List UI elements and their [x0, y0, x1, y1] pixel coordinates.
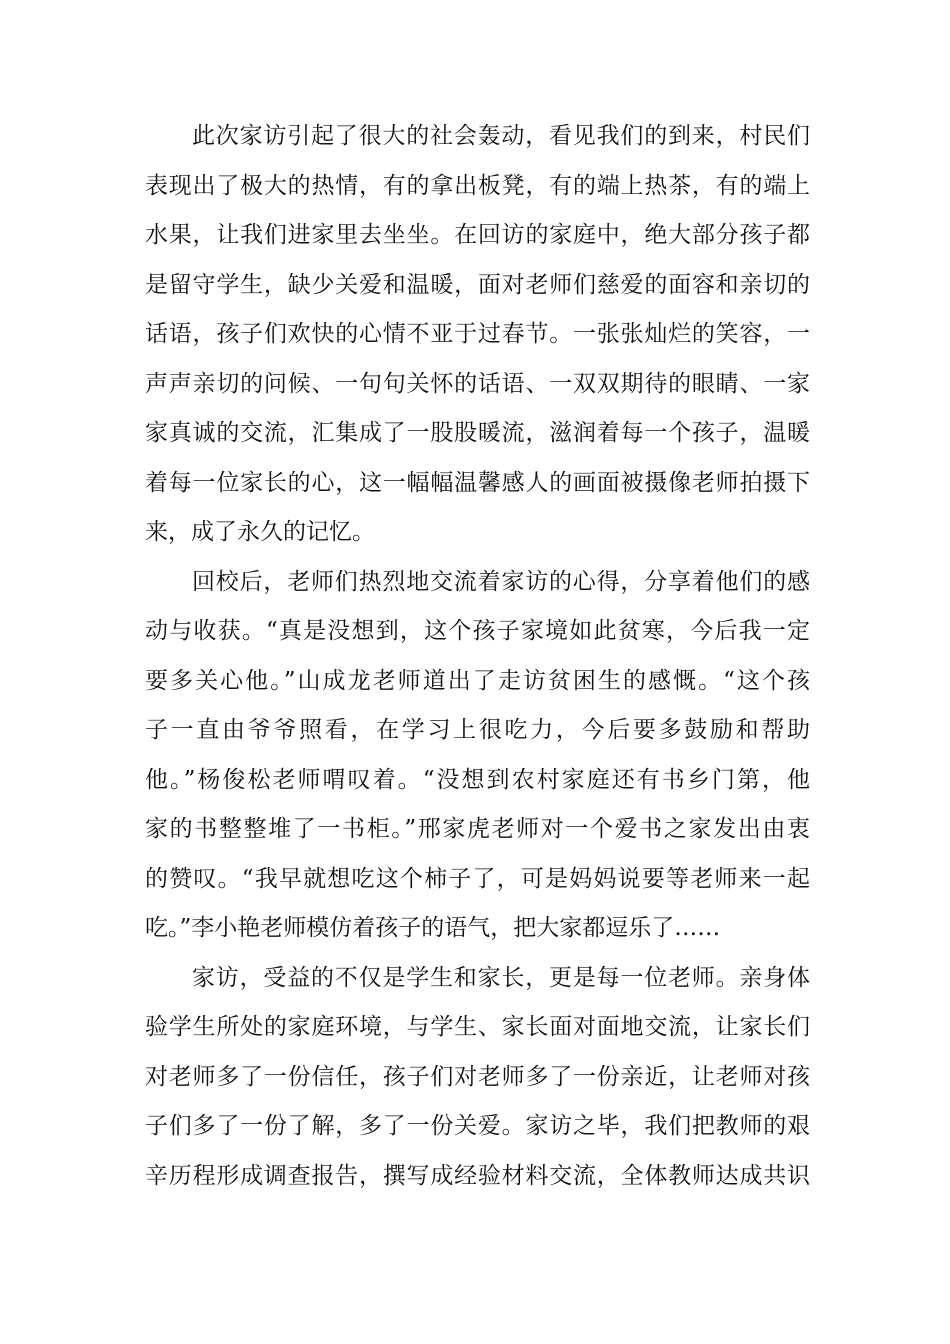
text-line: 子们多了一份了解，多了一份关爱。家访之毕，我们把教师的艰 [145, 1113, 810, 1139]
text-line: 话语，孩子们欢快的心情不亚于过春节。一张张灿烂的笑容，一 [145, 321, 810, 347]
text-line: 表现出了极大的热情，有的拿出板凳，有的端上热茶，有的端上 [145, 172, 810, 199]
text-line: 吃。”李小艳老师模仿着孩子的语气，把大家都逗乐了…… [145, 915, 721, 941]
text-line: 水果，让我们进家里去坐坐。在回访的家庭中，绝大部分孩子都 [145, 222, 810, 248]
text-line: 对老师多了一份信任，孩子们对老师多了一份亲近，让老师对孩 [145, 1063, 810, 1090]
body-text [145, 112, 810, 1201]
text-line: 此次家访引起了很大的社会轰动，看见我们的到来，村民们 [192, 123, 810, 149]
text-line: 动与收获。“真是没想到，这个孩子家境如此贫寒，今后我一定 [145, 618, 810, 644]
paragraph-2 [145, 558, 810, 954]
text-line: 是留守学生，缺少关爱和温暖，面对老师们慈爱的面容和亲切的 [145, 271, 810, 298]
text-line: 声声亲切的问候、一句句关怀的话语、一双双期待的眼睛、一家 [145, 370, 810, 397]
paragraph-3 [145, 954, 810, 1202]
text-line: 家的书整整堆了一书柜。”邢家虎老师对一个爱书之家发出由衷 [145, 816, 810, 842]
text-line: 着每一位家长的心，这一幅幅温馨感人的画面被摄像老师拍摄下 [145, 469, 810, 496]
text-line: 验学生所处的家庭环境，与学生、家长面对面地交流，让家长们 [145, 1014, 810, 1040]
text-line: 来，成了永久的记忆。 [145, 519, 375, 545]
text-line: 回校后，老师们热烈地交流着家访的心得，分享着他们的感 [192, 568, 810, 595]
text-line: 子一直由爷爷照看，在学习上很吃力，今后要多鼓励和帮助 [145, 717, 810, 743]
text-line: 他。”杨俊松老师喟叹着。“没想到农村家庭还有书乡门第，他 [145, 766, 810, 793]
text-line: 要多关心他。”山成龙老师道出了走访贫困生的感慨。“这个孩 [145, 667, 810, 694]
text-line: 家真诚的交流，汇集成了一股股暖流，滋润着每一个孩子，温暖 [145, 420, 810, 446]
text-line: 的赞叹。“我早就想吃这个柿子了，可是妈妈说要等老师来一起 [145, 865, 810, 892]
text-line: 家访，受益的不仅是学生和家长，更是每一位老师。亲身体 [192, 964, 810, 991]
text-line: 辛历程形成调查报告，撰写成经验材料交流，全体教师达成共识 [145, 1162, 810, 1189]
paragraph-1 [145, 112, 810, 558]
